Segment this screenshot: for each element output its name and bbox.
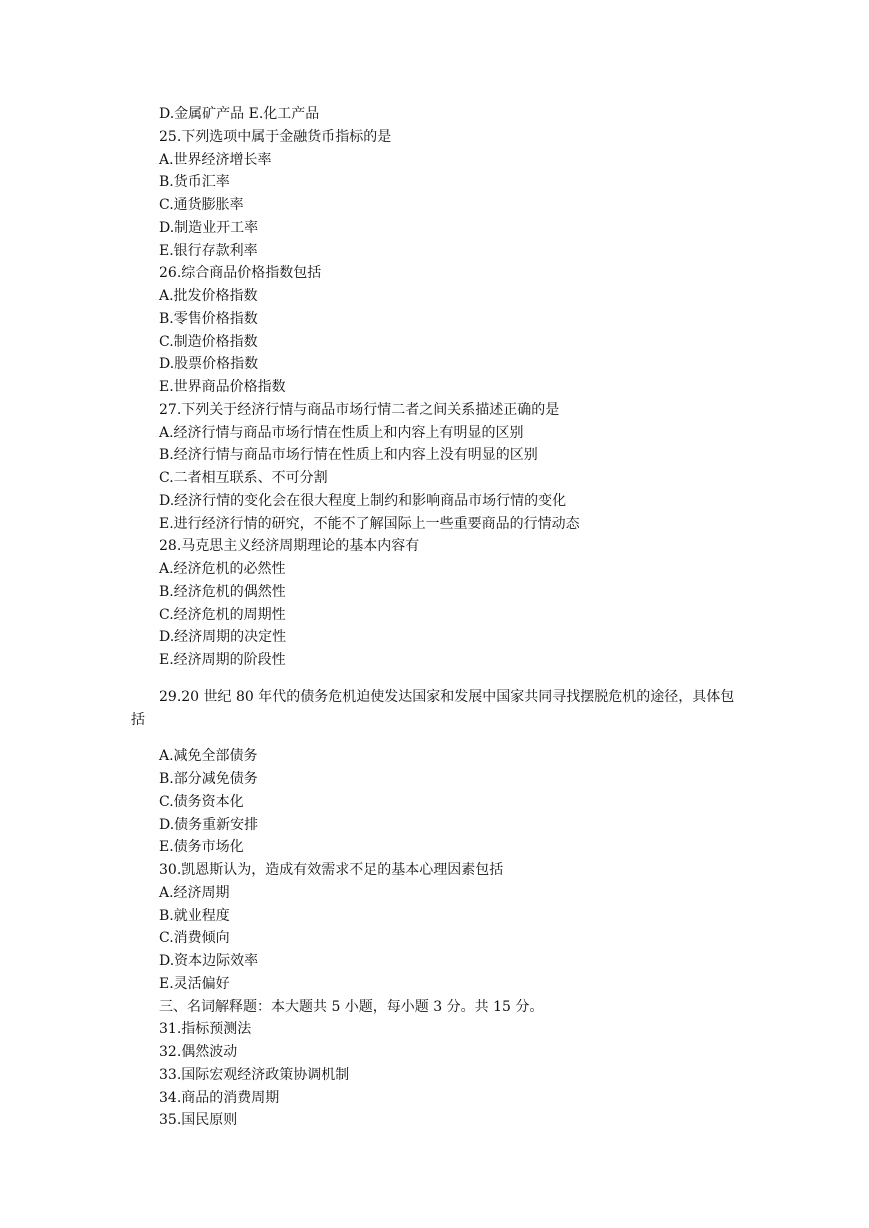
option-line: B.就业程度 <box>159 907 230 924</box>
option-line: C.债务资本化 <box>159 793 244 810</box>
option-line: A.批发价格指数 <box>159 288 258 304</box>
option-line: A.世界经济增长率 <box>159 151 272 168</box>
option-line: A.经济行情与商品市场行情在性质上和内容上有明显的区别 <box>159 424 524 441</box>
option-line: E.灵活偏好 <box>159 975 230 992</box>
option-line: D.经济周期的决定性 <box>159 629 287 646</box>
option-line: C.消费倾向 <box>159 930 230 947</box>
option-line: B.零售价格指数 <box>159 310 258 327</box>
term-item: 31.指标预测法 <box>159 1021 252 1038</box>
option-line: D.资本边际效率 <box>159 953 259 969</box>
option-line: A.减免全部债务 <box>159 748 258 765</box>
section-heading: 三、名词解释题：本大题共 5 小题，每小题 3 分。共 15 分。 <box>159 998 544 1015</box>
option-line: C.二者相互联系、不可分割 <box>159 470 328 486</box>
option-line: D.制造业开工率 <box>159 219 259 236</box>
option-line: D.股票价格指数 <box>159 356 259 373</box>
option-line: B.货币汇率 <box>159 174 230 191</box>
option-line: C.经济危机的周期性 <box>159 606 286 623</box>
option-line: E.进行经济行情的研究，不能不了解国际上一些重要商品的行情动态 <box>159 515 580 532</box>
term-item: 32.偶然波动 <box>159 1044 238 1060</box>
option-line: B.部分减免债务 <box>159 771 258 787</box>
question-27: 27.下列关于经济行情与商品市场行情二者之间关系描述正确的是 <box>159 401 560 418</box>
option-line: E.世界商品价格指数 <box>159 379 286 395</box>
term-item: 34.商品的消费周期 <box>159 1089 280 1106</box>
option-line: B.经济行情与商品市场行情在性质上和内容上没有明显的区别 <box>159 447 538 464</box>
term-item: 35.国民原则 <box>159 1112 238 1129</box>
question-26: 26.综合商品价格指数包括 <box>159 265 322 282</box>
question-29: 29.20 世纪 80 年代的债务危机迫使发达国家和发展中国家共同寻找摆脱危机的途径，具体包括 <box>131 688 735 728</box>
option-line: D.债务重新安排 <box>159 816 259 833</box>
question-25: 25.下列选项中属于金融货币指标的是 <box>159 128 392 145</box>
option-line: E.银行存款利率 <box>159 242 258 259</box>
option-line: D.金属矿产品 E.化工产品 <box>159 106 320 122</box>
option-line: D.经济行情的变化会在很大程度上制约和影响商品市场行情的变化 <box>159 492 567 509</box>
question-30: 30.凯恩斯认为，造成有效需求不足的基本心理因素包括 <box>159 862 504 878</box>
option-line: C.制造价格指数 <box>159 333 258 350</box>
term-item: 33.国际宏观经济政策协调机制 <box>159 1066 350 1083</box>
document-body <box>131 103 741 1132</box>
option-line: E.债务市场化 <box>159 839 244 856</box>
option-line: E.经济周期的阶段性 <box>159 652 286 668</box>
option-line: C.通货膨胀率 <box>159 197 244 213</box>
option-line: A.经济周期 <box>159 884 230 901</box>
option-line: B.经济危机的偶然性 <box>159 583 286 600</box>
question-28: 28.马克思主义经济周期理论的基本内容有 <box>159 538 420 555</box>
option-line: A.经济危机的必然性 <box>159 561 286 577</box>
